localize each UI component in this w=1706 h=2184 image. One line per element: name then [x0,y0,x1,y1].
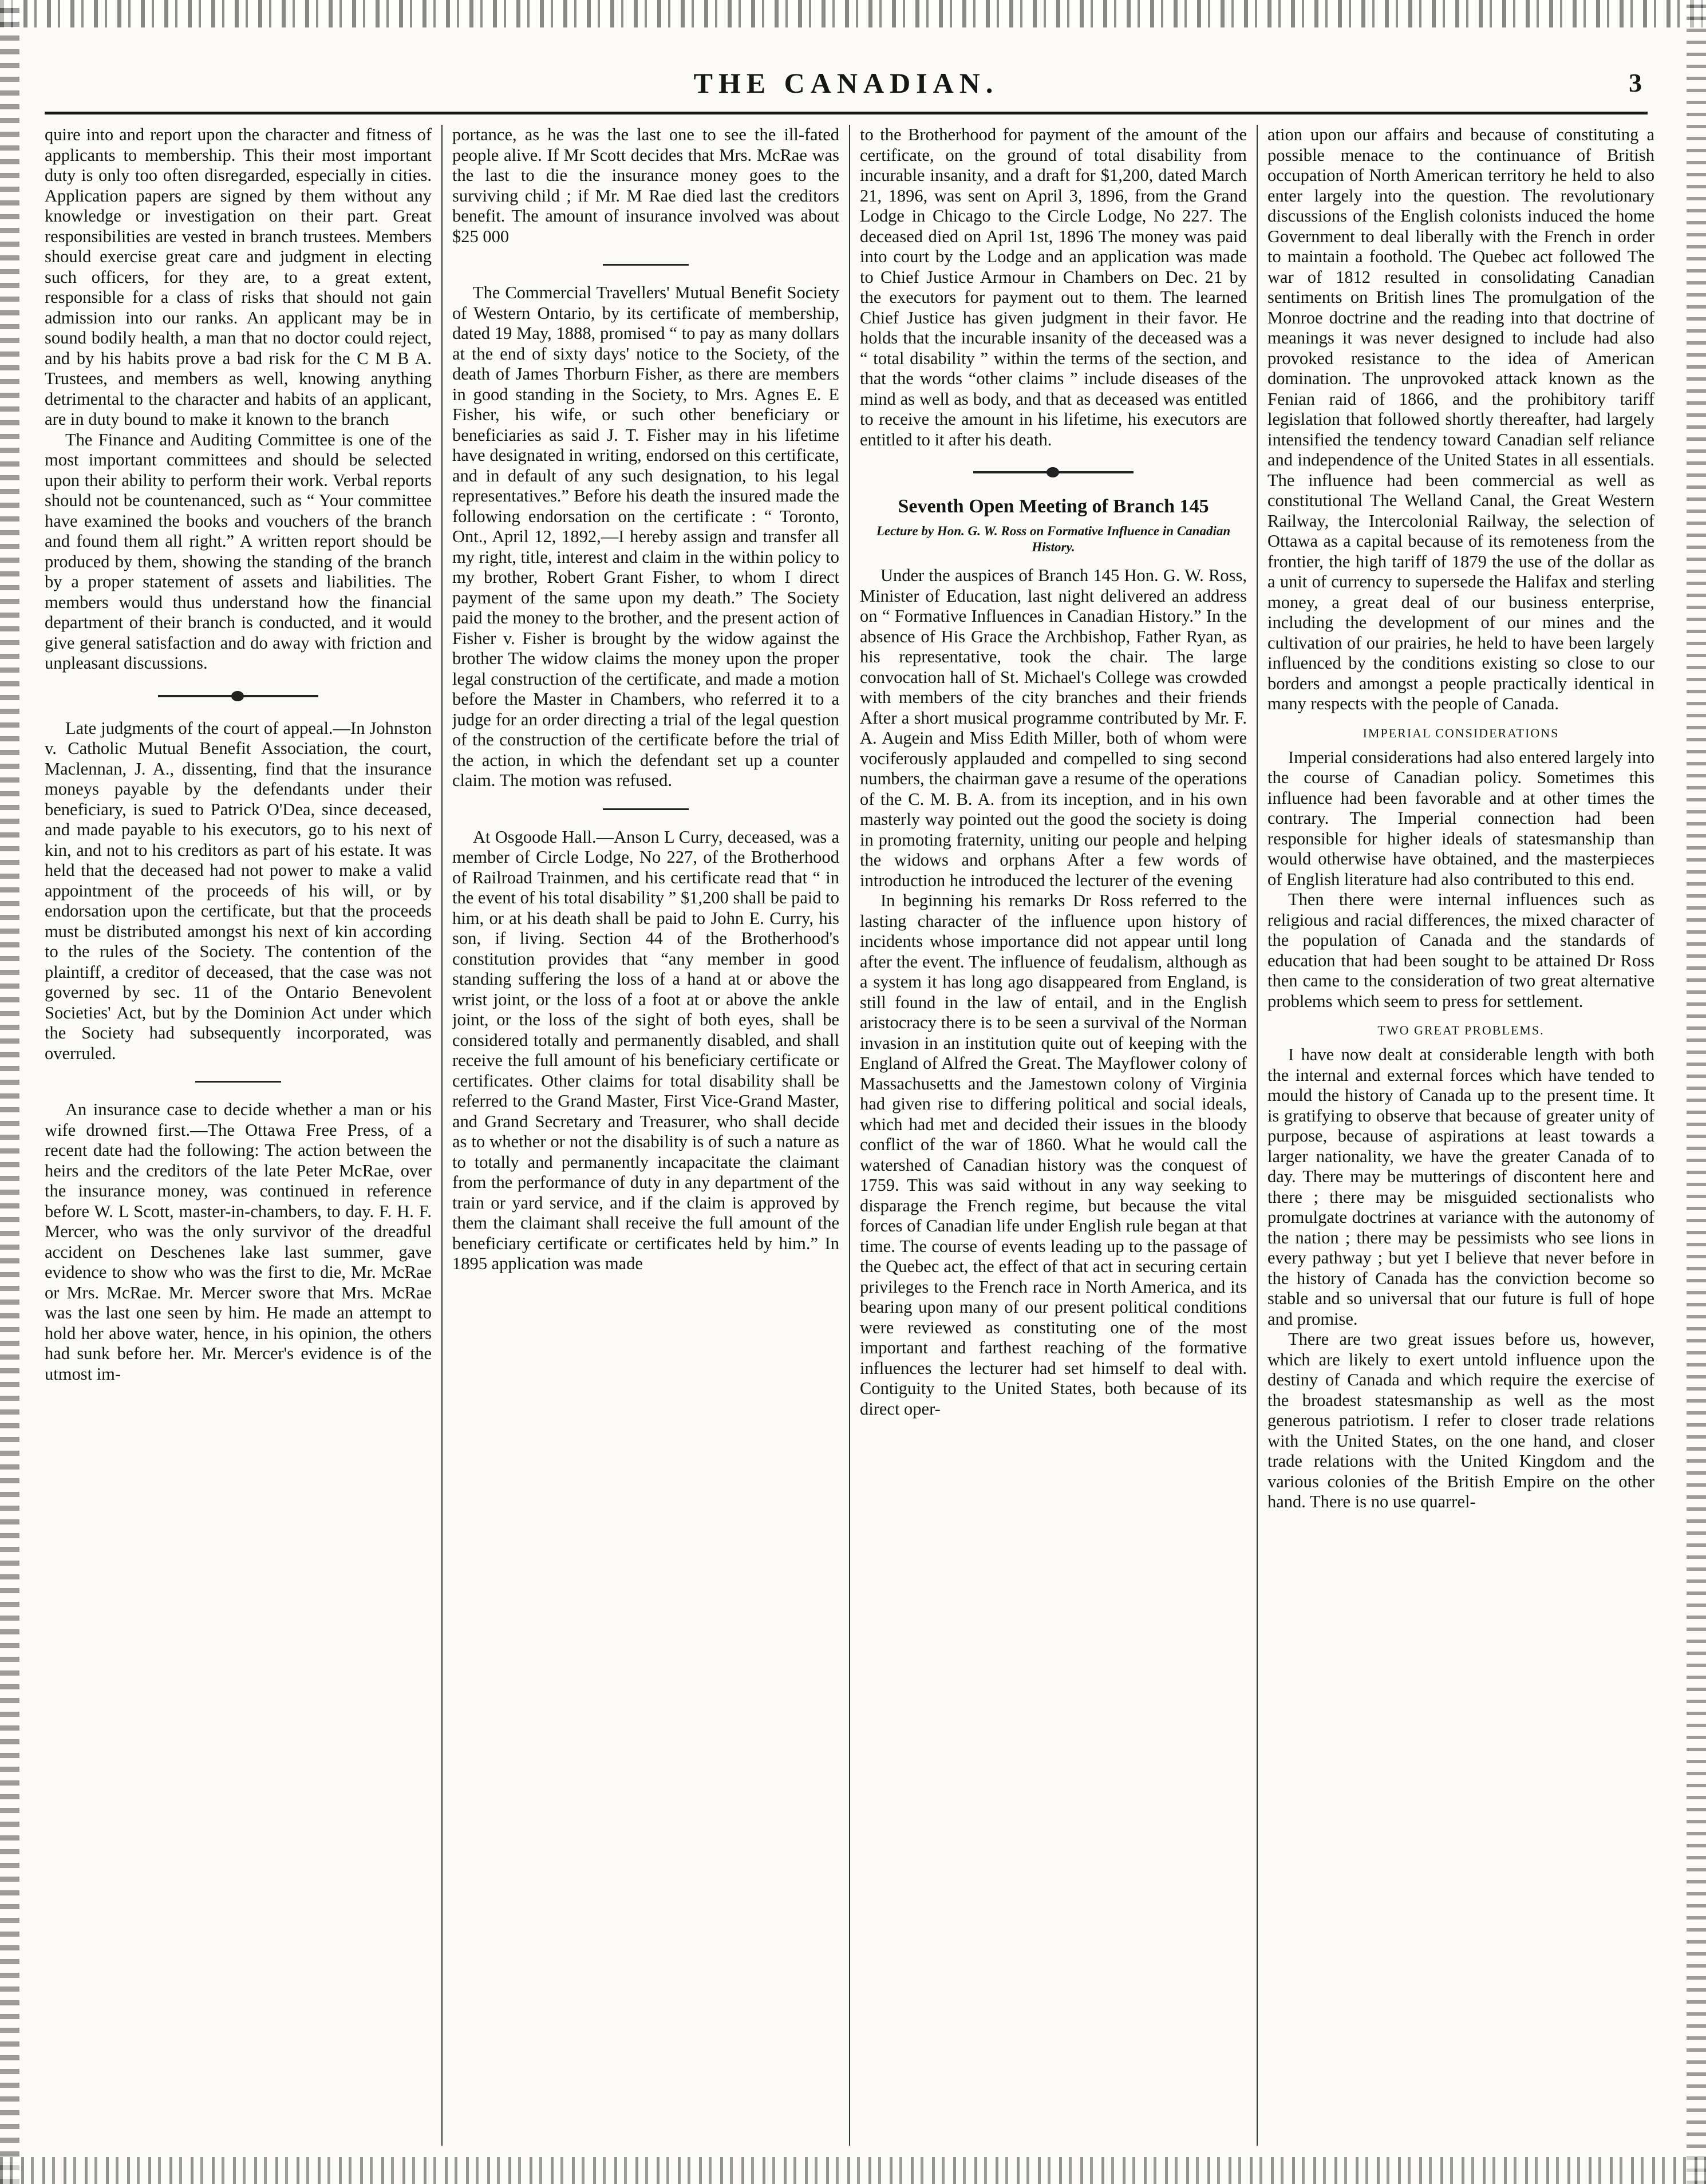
article-subhead: Lecture by Hon. G. W. Ross on Formative Influence in Canadian History. [876,524,1231,554]
col3-paragraph-1: to the Brotherhood for payment of the amount of the certificate, on the ground of total disability from incurable insanity, and a draft for $1,200, dated March 21, 1896, was sent on April 3, 1896, from the Grand Lodge in Chicago to the Circle Lodge, No 227. The deceased died on April 1st, 1896 The money was paid into court by the Lodge and an application was made to Chief Justice Armour in Chambers on Dec. 21 by the executors for payment out to them. The learned Chief Justice has given judgment in their favor. He holds that the incurable insanity of the deceased was a “ total disability ” within the terms of the section, and that the words “other claims ” include diseases of the mind as well as body, and that as deceased was entitled to receive the amount in his lifetime, his executors are entitled to it after his death. [860,125,1247,449]
scan-border-top [0,0,1706,27]
column-4 [1267,125,1654,2151]
col2-paragraph-1: portance, as he was the last one to see the ill-fated people alive. If Mr Scott decides that Mrs. McRae was the last to die the insurance money goes to the surviving child ; if Mr. M Rae died last the creditors benefit. The amount of insurance involved was about $25 000 [452,125,839,246]
col1-paragraph-2: The Finance and Auditing Committee is one of the most important committees and should be selected upon their ability to perform their work. Verbal reports should not be countenanced, such as “ Your committee have examined the books and vouchers of the branch and found them all right.” A written report should be produced by them, showing the standing of the branch by a proper statement of assets and liabilities. The members would thus understand how the financial department of their branch is conducted, and it would give general satisfaction and do away with friction and unpleasant discussions. [45,429,432,673]
page-number: 3 [1629,68,1642,97]
ornamental-divider [158,691,318,701]
section-divider [603,808,689,810]
col2-paragraph-3: At Osgoode Hall.—Anson L Curry, deceased, was a member of Circle Lodge, No 227, of the Brotherhood of Railroad Trainmen, and his certificate read that “ in the event of his total disability ” $1,200 shall be paid to him, or at his death shall be paid to John E. Curry, his son, if living. Section 44 of the Brotherhood's constitution provides that “any member in good standing suffering the loss of a hand at or above the wrist joint, or the loss of a foot at or above the ankle joint, or the loss of the sight of both eyes, shall be considered totally and permanently disabled, and shall receive the full amount of his beneficiary certificate or certificates. Other claims for total disability shall be referred to the Grand Master, First Vice-Grand Master, and Grand Secretary and Treasurer, who shall decide as to whether or not the disability is of such a nature as to totally and permanently incapacitate the claimant from the performance of duty in any department of the train or yard service, and if the claim is approved by them the claimant shall receive the full amount of the beneficiary certificate or certificates held by him.” In 1895 application was made [452,827,839,1273]
column-rule-2 [849,125,850,2146]
column-rule-3 [1257,125,1258,2146]
section-divider [195,1081,281,1083]
col4-paragraph-3: Then there were internal influences such as religious and racial differences, the mixed character of the population of Canada and the standards of education that had been sought to be attained Dr Ross then came to the consideration of two great alternative problems which seem to press for settlement. [1267,890,1654,1011]
col3-paragraph-3: In beginning his remarks Dr Ross referred to the lasting character of the influence upon history of incidents whose importance did not appear until long after the event. The influence of feudalism, although as a system it has long ago disappeared from England, is still found in the law of entail, and in the English aristocracy there is to be seen a survival of the Norman invasion in an institution quite out of keeping with the England of Alfred the Great. The Mayflower colony of Massachusetts and the Jamestown colony of Virginia had given rise to differing political and social ideals, which had met and decided their issues in the bloody conflict of the war of 1860. What he would call the watershed of Canadian history was the conquest of 1759. This was said without in any way seeking to disparage the French regime, but because the vital forces of Canadian life under English rule began at that time. The course of events leading up to the passage of the Quebec act, the effect of that act in securing certain privileges to the French race in North America, and its bearing upon many of our present political conditions were reviewed as constituting one of the most important and farthest reaching of the formative influences the lecturer had set himself to deal with. Contiguity to the United States, both because of its direct oper- [860,891,1247,1419]
section-heading-imperial: IMPERIAL CONSIDERATIONS [1363,725,1559,740]
scan-border-bottom [0,2157,1706,2184]
column-rule-1 [441,125,443,2146]
col1-paragraph-4: An insurance case to decide whether a man or his wife drowned first.—The Ottawa Free Press, of a recent date had the following: The action between the heirs and the creditors of the late Peter McRae, over the insurance money, was continued in reference before W. L Scott, master-in-chambers, to day. F. H. F. Mercer, who was the only survivor of the dreadful accident on Deschenes lake last summer, gave evidence to show who was the first to die, Mr. McRae or Mrs. McRae. Mr. Mercer swore that Mrs. McRae was the last one seen by him. He made an attempt to hold her above water, hence, in his opinion, the others had sunk before her. Mr. Mercer's evidence is of the utmost im- [45,1100,432,1384]
col4-paragraph-1: ation upon our affairs and because of constituting a possible menace to the continuance of British occupation of North American territory he held to also enter largely into the question. The revolutionary discussions of the English colonists induced the home Government to deal liberally with the French in order to maintain a foothold. The Quebec act followed The war of 1812 resulted in consolidating Canadian sentiments on British lines The promulgation of the Monroe doctrine and the reading into that doctrine of meanings it was never designed to include had also provoked resistance to the idea of American domination. The unprovoked attack known as the Fenian raid of 1866, and the prohibitory tariff legislation that followed shortly thereafter, had largely intensified the tendency toward Canadian self reliance and independence of the United States in all essentials. The influence had been commercial as well as constitutional The Welland Canal, the Great Western Railway, the Intercolonial Railway, the selection of Ottawa as a capital because of its remoteness from the frontier, the high tariff of 1879 the use of the dollar as a unit of currency to supersede the Halifax and sterling money, a great deal of our business enterprise, including the development of our mines and the cultivation of our prairies, he held to have been largely influenced by the conditions existing so close to our borders and amongst a people practically identical in many respects with the people of Canada. [1267,125,1654,713]
masthead-rule [45,112,1648,114]
col2-paragraph-2: The Commercial Travellers' Mutual Benefit Society of Western Ontario, by its certificate of membership, dated 19 May, 1888, promised “ to pay as many dollars at the end of sixty days' notice to the Society, of the death of James Thorburn Fisher, as there are members in good standing in the Society, to Mrs. Agnes E. E Fisher, his wife, or such other beneficiary or beneficiaries as said J. T. Fisher may in his lifetime have designated in writing, endorsed on this certificate, and in default of any such designation, to his legal representatives.” Before his death the insured made the following endorsation on the certificate : “ Toronto, Ont., April 12, 1892,—I hereby assign and transfer all my right, title, interest and claim in the within policy to my brother, Robert Grant Fisher, to whom I direct payment of the same upon my death.” The Society paid the money to the brother, and the present action of Fisher v. Fisher is brought by the widow against the brother The widow claims the money upon the proper legal construction of the certificate, and made a motion before the Master in Chambers, who referred it to a judge for an order directing a trial of the legal question of the construction of the certificate before the trial of the action, in which the defendant set up a counter claim. The motion was refused. [452,283,839,790]
section-divider [603,264,689,266]
col3-paragraph-2: Under the auspices of Branch 145 Hon. G. W. Ross, Minister of Education, last night delivered an address on “ Formative Influences in Canadian History.” In the absence of His Grace the Archbishop, Father Ryan, as his representative, took the chair. The large convocation hall of St. Michael's College was crowded with members of the city branches and their friends After a short musical programme contributed by Mr. F. A. Augein and Miss Edith Miller, both of whom were vociferously applauded and compelled to sing second numbers, the chairman gave a resume of the operations of the C. M. B. A. from its inception, and in his own masterly way pointed out the good the society is doing in promoting fraternity, uniting our people and helping the widows and orphans After a few words of introduction he introduced the lecturer of the evening [860,566,1247,890]
article-headline: Seventh Open Meeting of Branch 145 [898,496,1209,517]
section-heading-problems: TWO GREAT PROBLEMS. [1377,1023,1545,1037]
column-2 [452,125,839,2151]
col1-paragraph-1: quire into and report upon the character and fitness of applicants to membership. This their most important duty is only too often disregarded, especially in cities. Application papers are signed by them without any knowledge or investigation on their part. Great responsibilities are vested in branch trustees. Members should exercise great care and judgment in electing such officers, for they are, to a great extent, responsible for a class of risks that should not gain admission into our ranks. An applicant may be in sound bodily health, a man that no doctor could reject, and by his habits prove a bad risk for the C M B A. Trustees, and members as well, knowing anything detrimental to the character and habits of an applicant, are in duty bound to make it known to the branch [45,125,432,429]
col1-paragraph-3: Late judgments of the court of appeal.—In Johnston v. Catholic Mutual Benefit Association, the court, Maclennan, J. A., dissenting, find that the insurance moneys payable by the defendants under their beneficiary, is sued to Patrick O'Dea, since deceased, and made payable to his executors, go to his next of kin, and not to his creditors as part of his estate. It was held that the deceased had not power to make a valid appointment of the proceeds of his will, or by endorsation upon the certificate, but that the proceeds must be distributed amongst his next of kin according to the rules of the Society. The contention of the plaintiff, a creditor of deceased, that the case was not governed by sec. 11 of the Ontario Benevolent Societies' Act, but by the Dominion Act under which the Society had subsequently incorporated, was overruled. [45,718,432,1063]
column-1 [45,125,432,2151]
newspaper-title: THE CANADIAN. [693,67,999,99]
ornamental-divider [973,467,1134,477]
scan-border-right [1687,0,1706,2184]
masthead [45,60,1648,106]
col4-paragraph-4: I have now dealt at considerable length with both the internal and external forces which have tended to mould the history of Canada up to the present time. It is gratifying to observe that because of greater unity of purpose, because of aspirations at least towards a larger nationality, we have the greater Canada of to day. There may be mutterings of discontent here and there ; there may be misguided sectionalists who promulgate doctrines at variance with the autonomy of the nation ; there may be pessimists who see lions in every pathway ; but yet I believe that never before in the history of Canada has the conviction become so stable and so universal that our future is full of hope and promise. [1267,1045,1654,1329]
col4-paragraph-5: There are two great issues before us, however, which are likely to exert untold influence upon the destiny of Canada and which require the exercise of the broadest statesmanship as well as the most generous patriotism. I refer to closer trade relations with the United States, on the one hand, and closer trade relations with the United Kingdom and the various colonies of the British Empire on the other hand. There is no use quarrel- [1267,1329,1654,1511]
scan-border-left [0,0,19,2184]
col4-paragraph-2: Imperial considerations had also entered largely into the course of Canadian policy. Sometimes this influence had been favorable and at other times the contrary. The Imperial connection had been responsible for higher ideals of statesmanship than would otherwise have obtained, and the masterpieces of English literature had also contributed to this end. [1267,747,1654,889]
column-3 [860,125,1247,2151]
